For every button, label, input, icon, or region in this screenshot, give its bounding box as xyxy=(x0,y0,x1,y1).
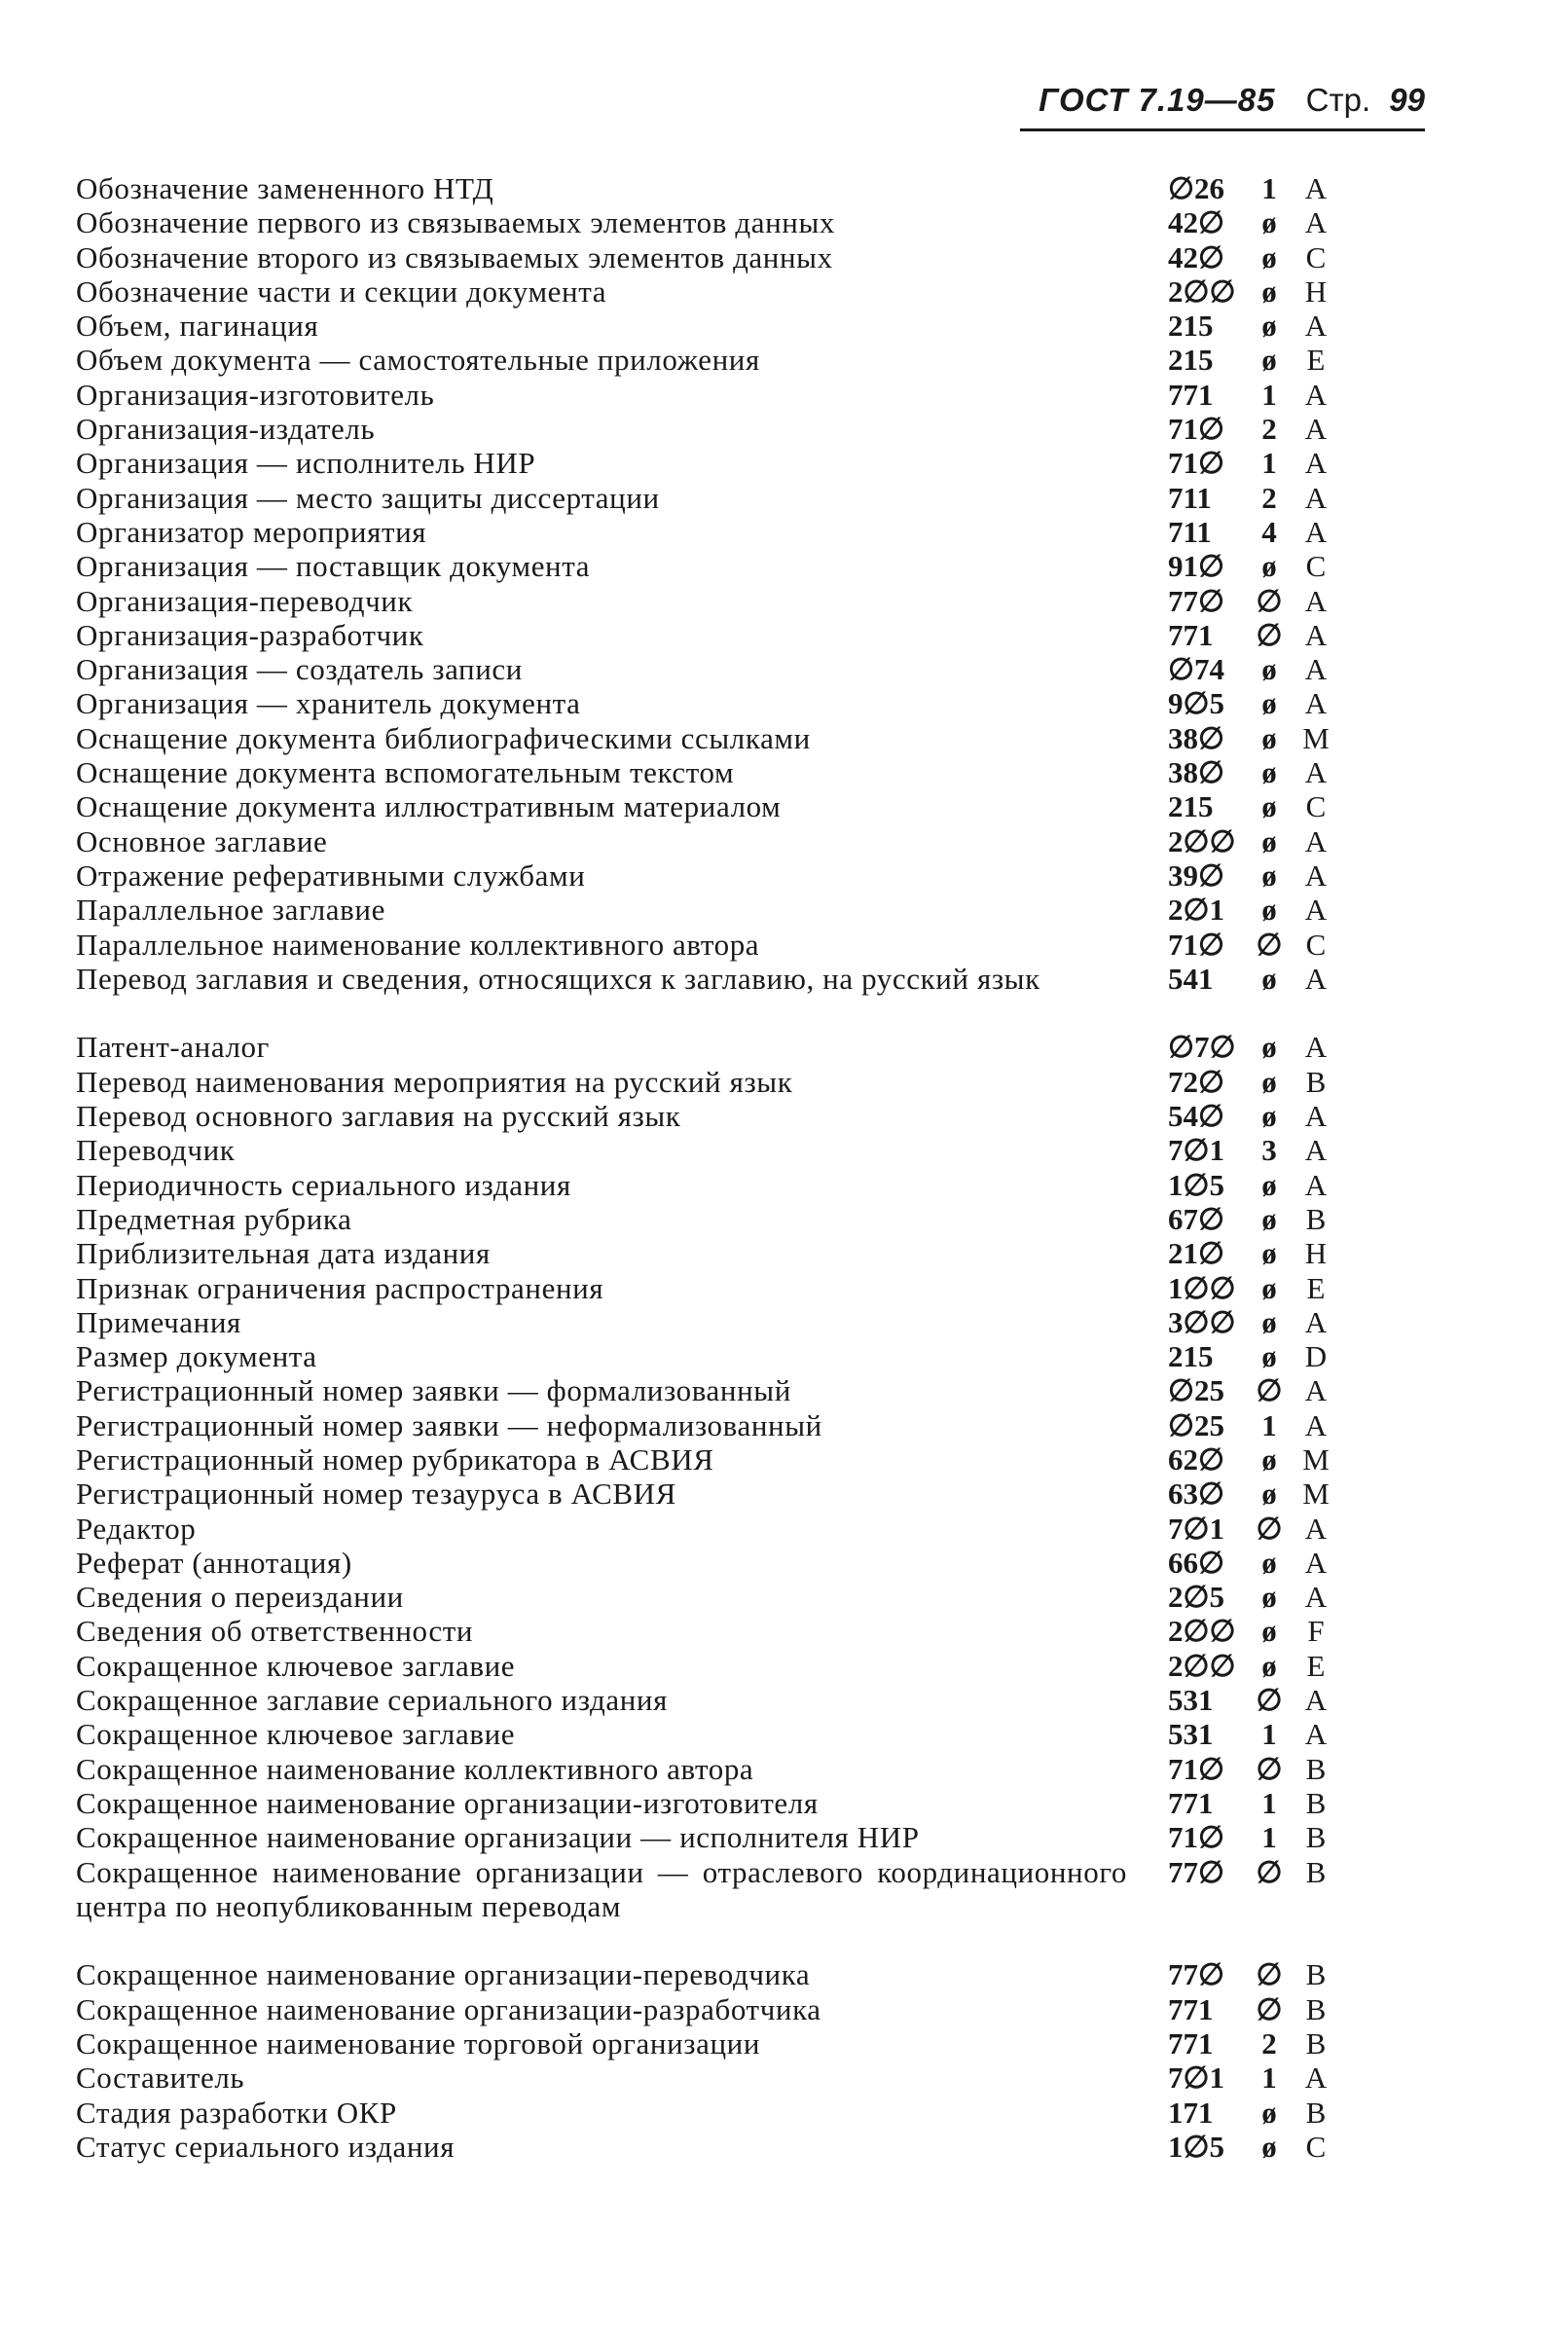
field-tag: 215 xyxy=(1168,1339,1214,1374)
entry-name: Примечания xyxy=(76,1304,241,1339)
index-row xyxy=(76,824,1341,858)
index-row xyxy=(76,1065,1341,1099)
class-letter: A xyxy=(1304,823,1328,858)
class-letter: C xyxy=(1305,549,1327,584)
subfield-indicator: ø xyxy=(1261,823,1277,858)
field-tag: 1∅5 xyxy=(1168,2129,1225,2164)
subfield-indicator: ø xyxy=(1261,1167,1277,1202)
subfield-indicator: ∅ xyxy=(1256,583,1283,618)
index-row xyxy=(76,1855,1341,1958)
class-letter: C xyxy=(1305,239,1327,274)
field-tag: 771 xyxy=(1168,377,1214,412)
subfield-indicator: ∅ xyxy=(1256,1511,1283,1546)
subfield-indicator: ∅ xyxy=(1256,1854,1283,1889)
entry-name: Сокращенное наименование организации-изготовителя xyxy=(76,1785,819,1820)
index-row xyxy=(76,1030,1341,1064)
index-row xyxy=(76,1683,1341,1717)
class-letter: A xyxy=(1304,1511,1328,1546)
class-letter: A xyxy=(1304,309,1328,344)
field-tag: 71∅ xyxy=(1168,1820,1225,1855)
class-letter: A xyxy=(1304,1167,1328,1202)
class-letter: A xyxy=(1304,1304,1328,1339)
class-letter: B xyxy=(1305,1785,1327,1820)
subfield-indicator: ø xyxy=(1261,1236,1277,1271)
class-letter: A xyxy=(1304,686,1328,721)
class-letter: A xyxy=(1304,412,1328,447)
index-row xyxy=(76,240,1341,274)
class-letter: A xyxy=(1304,1030,1328,1065)
field-tag: 77∅ xyxy=(1168,583,1225,618)
field-tag: 771 xyxy=(1168,1785,1214,1820)
standard-designation: ГОСТ 7.19—85 xyxy=(1039,82,1276,118)
subfield-indicator: ø xyxy=(1261,1030,1277,1065)
index-row xyxy=(76,515,1341,549)
subfield-indicator: ø xyxy=(1261,857,1277,893)
page-label: Стр. xyxy=(1305,82,1371,118)
index-row xyxy=(76,686,1341,720)
entry-name: Организация-разработчик xyxy=(76,617,424,652)
field-tag: 77∅ xyxy=(1168,1957,1225,1992)
index-row xyxy=(76,343,1341,377)
field-tag: 541 xyxy=(1168,961,1214,996)
entry-name: Сокращенное наименование организации — исполнителя НИР xyxy=(76,1820,920,1855)
field-tag: ∅25 xyxy=(1168,1373,1225,1408)
index-row xyxy=(76,1992,1341,2026)
subfield-indicator: ∅ xyxy=(1256,1991,1283,2026)
class-letter: A xyxy=(1304,377,1328,412)
subfield-indicator: ø xyxy=(1261,1648,1277,1683)
field-tag: 7∅1 xyxy=(1168,1133,1225,1168)
class-letter: B xyxy=(1305,1820,1327,1855)
field-tag: 39∅ xyxy=(1168,857,1225,893)
subfield-indicator: ø xyxy=(1261,755,1277,790)
entry-name: Оснащение документа библиографическими ссылками xyxy=(76,720,811,755)
field-tag: 531 xyxy=(1168,1717,1214,1752)
subfield-indicator: 2 xyxy=(1261,480,1277,515)
class-letter: H xyxy=(1304,1236,1328,1271)
field-tag: 771 xyxy=(1168,2026,1214,2061)
index-row xyxy=(76,858,1341,893)
class-letter: A xyxy=(1304,1099,1328,1134)
field-tag: 711 xyxy=(1168,514,1212,549)
index-row xyxy=(76,1339,1341,1373)
subfield-indicator: ø xyxy=(1261,893,1277,928)
field-tag: 72∅ xyxy=(1168,1064,1225,1099)
subfield-indicator: 3 xyxy=(1261,1133,1277,1168)
class-letter: A xyxy=(1304,755,1328,790)
index-row xyxy=(76,412,1341,446)
entry-name: Обозначение первого из связываемых элементов данных xyxy=(76,205,835,240)
subfield-indicator: ø xyxy=(1261,2129,1277,2164)
entry-name: Регистрационный номер рубрикатора в АСВИЯ xyxy=(76,1441,714,1477)
class-letter: E xyxy=(1306,1648,1326,1683)
field-tag: 71∅ xyxy=(1168,412,1225,447)
entry-name: Периодичность сериального издания xyxy=(76,1167,571,1202)
entry-name: Сокращенное наименование торговой организации xyxy=(76,2026,761,2061)
subfield-indicator: ø xyxy=(1261,686,1277,721)
field-tag: 77∅ xyxy=(1168,1854,1225,1889)
entry-name: Предметная рубрика xyxy=(76,1201,352,1236)
index-row xyxy=(76,1820,1341,1854)
class-letter: D xyxy=(1304,1339,1328,1374)
entry-name: Организация-издатель xyxy=(76,412,376,447)
index-row xyxy=(76,962,1341,1031)
field-tag: 54∅ xyxy=(1168,1099,1225,1134)
field-tag: ∅74 xyxy=(1168,652,1225,687)
entry-name: Оснащение документа вспомогательным текстом xyxy=(76,755,735,790)
subfield-indicator: ∅ xyxy=(1256,1957,1283,1992)
field-tag: 67∅ xyxy=(1168,1201,1225,1236)
index-row xyxy=(76,1957,1341,1991)
index-row xyxy=(76,1580,1341,1614)
field-tag: 66∅ xyxy=(1168,1545,1225,1580)
field-tag: 38∅ xyxy=(1168,755,1225,790)
class-letter: A xyxy=(1304,893,1328,928)
entry-name: Организатор мероприятия xyxy=(76,514,427,549)
field-tag: 711 xyxy=(1168,480,1212,515)
index-row xyxy=(76,481,1341,515)
index-row xyxy=(76,893,1341,927)
entry-name: Организация-изготовитель xyxy=(76,377,435,412)
class-letter: A xyxy=(1304,2060,1328,2096)
entry-name: Перевод заглавия и сведения, относящихся к заглавию, на русский язык xyxy=(76,961,1040,996)
subfield-indicator: 1 xyxy=(1261,1717,1277,1752)
entry-name: Параллельное наименование коллективного автора xyxy=(76,927,760,962)
subfield-indicator: ø xyxy=(1261,309,1277,344)
field-tag: 9∅5 xyxy=(1168,686,1225,721)
class-letter: A xyxy=(1304,480,1328,515)
entry-name: Признак ограничения распространения xyxy=(76,1270,604,1305)
class-letter: A xyxy=(1304,1580,1328,1615)
subfield-indicator: 1 xyxy=(1261,1820,1277,1855)
entry-name: Перевод основного заглавия на русский язык xyxy=(76,1099,681,1134)
subfield-indicator: ø xyxy=(1261,652,1277,687)
entry-name: Обозначение второго из связываемых элементов данных xyxy=(76,239,833,274)
field-tag: 91∅ xyxy=(1168,549,1225,584)
class-letter: F xyxy=(1307,1614,1325,1649)
entry-name: Переводчик xyxy=(76,1133,236,1168)
subfield-indicator: ø xyxy=(1261,2095,1277,2130)
entry-name: Сокращенное наименование организации-разработчика xyxy=(76,1991,821,2026)
field-tag: 71∅ xyxy=(1168,446,1225,481)
class-letter: A xyxy=(1304,514,1328,549)
subfield-indicator: ø xyxy=(1261,1270,1277,1305)
class-letter: H xyxy=(1304,274,1328,309)
index-row xyxy=(76,1271,1341,1305)
field-tag: 3∅∅ xyxy=(1168,1304,1236,1339)
entry-name: Патент-аналог xyxy=(76,1030,270,1065)
subfield-indicator: ø xyxy=(1261,1201,1277,1236)
field-tag: 71∅ xyxy=(1168,1751,1225,1786)
class-letter: B xyxy=(1305,1064,1327,1099)
subfield-indicator: ø xyxy=(1261,789,1277,824)
subfield-indicator: ø xyxy=(1261,1304,1277,1339)
class-letter: A xyxy=(1304,205,1328,240)
entry-name: Статус сериального издания xyxy=(76,2129,456,2164)
field-tag: 62∅ xyxy=(1168,1441,1225,1477)
subfield-indicator: 2 xyxy=(1261,412,1277,447)
class-letter: B xyxy=(1305,1201,1327,1236)
field-tag: 63∅ xyxy=(1168,1477,1225,1512)
subfield-indicator: ø xyxy=(1261,1580,1277,1615)
field-tag: 1∅∅ xyxy=(1168,1270,1236,1305)
index-row xyxy=(76,446,1341,480)
field-tag: 7∅1 xyxy=(1168,1511,1225,1546)
entry-name: Организация — хранитель документа xyxy=(76,686,581,721)
class-letter: A xyxy=(1304,617,1328,652)
subfield-indicator: ø xyxy=(1261,961,1277,996)
index-row xyxy=(76,1512,1341,1546)
data-element-index xyxy=(76,171,1341,2164)
index-row xyxy=(76,205,1341,239)
index-row xyxy=(76,378,1341,412)
field-tag: 771 xyxy=(1168,617,1214,652)
index-row xyxy=(76,1649,1341,1683)
index-row xyxy=(76,755,1341,789)
entry-name: Приблизительная дата издания xyxy=(76,1236,491,1271)
entry-name: Сведения о переиздании xyxy=(76,1580,404,1615)
field-tag: 215 xyxy=(1168,309,1214,344)
index-row xyxy=(76,1752,1341,1786)
field-tag: 215 xyxy=(1168,343,1214,378)
class-letter: A xyxy=(1304,171,1328,205)
field-tag: 171 xyxy=(1168,2095,1214,2130)
index-row xyxy=(76,1099,1341,1133)
index-row xyxy=(76,1373,1341,1407)
entry-name: Реферат (аннотация) xyxy=(76,1545,352,1580)
index-row xyxy=(76,1717,1341,1751)
entry-name: Перевод наименования мероприятия на русский язык xyxy=(76,1064,793,1099)
field-tag: 71∅ xyxy=(1168,927,1225,962)
index-row xyxy=(76,1168,1341,1202)
class-letter: A xyxy=(1304,583,1328,618)
field-tag: 215 xyxy=(1168,789,1214,824)
index-row xyxy=(76,584,1341,618)
class-letter: E xyxy=(1306,343,1326,378)
class-letter: M xyxy=(1302,1477,1330,1512)
subfield-indicator: 4 xyxy=(1261,514,1277,549)
index-row xyxy=(76,618,1341,652)
entry-name: Организация — создатель записи xyxy=(76,652,523,687)
entry-name: Составитель xyxy=(76,2060,245,2096)
entry-name: Регистрационный номер заявки — неформализованный xyxy=(76,1407,822,1442)
entry-name: Отражение реферативными службами xyxy=(76,857,586,893)
field-tag: 771 xyxy=(1168,1991,1214,2026)
class-letter: M xyxy=(1302,1441,1330,1477)
field-tag: 42∅ xyxy=(1168,239,1225,274)
subfield-indicator: ø xyxy=(1261,1099,1277,1134)
entry-name: Организация — поставщик документа xyxy=(76,549,591,584)
class-letter: B xyxy=(1305,1751,1327,1786)
subfield-indicator: 1 xyxy=(1261,446,1277,481)
class-letter: B xyxy=(1305,1957,1327,1992)
subfield-indicator: 1 xyxy=(1261,171,1277,205)
index-row xyxy=(76,2026,1341,2060)
field-tag: ∅26 xyxy=(1168,171,1225,205)
subfield-indicator: 1 xyxy=(1261,377,1277,412)
index-row xyxy=(76,652,1341,686)
field-tag: ∅7∅ xyxy=(1168,1030,1236,1065)
field-tag: 42∅ xyxy=(1168,205,1225,240)
index-row xyxy=(76,1614,1341,1648)
subfield-indicator: ∅ xyxy=(1256,927,1283,962)
subfield-indicator: 1 xyxy=(1261,2060,1277,2096)
subfield-indicator: ∅ xyxy=(1256,617,1283,652)
page-header xyxy=(1020,82,1425,131)
entry-name: Сокращенное ключевое заглавие xyxy=(76,1717,516,1752)
class-letter: A xyxy=(1304,652,1328,687)
entry-name: Обозначение части и секции документа xyxy=(76,274,607,309)
entry-name: Параллельное заглавие xyxy=(76,893,385,928)
entry-name: Редактор xyxy=(76,1511,197,1546)
subfield-indicator: ø xyxy=(1261,549,1277,584)
subfield-indicator: ø xyxy=(1261,274,1277,309)
class-letter: B xyxy=(1305,2095,1327,2130)
index-row xyxy=(76,1305,1341,1339)
entry-name: Организация — место защиты диссертации xyxy=(76,480,660,515)
index-row xyxy=(76,274,1341,309)
subfield-indicator: ∅ xyxy=(1256,1373,1283,1408)
class-letter: B xyxy=(1305,2026,1327,2061)
field-tag: 2∅∅ xyxy=(1168,1648,1236,1683)
index-row xyxy=(76,1133,1341,1167)
index-row xyxy=(76,789,1341,823)
entry-name: Объем, пагинация xyxy=(76,309,319,344)
class-letter: A xyxy=(1304,446,1328,481)
field-tag: 2∅∅ xyxy=(1168,274,1236,309)
subfield-indicator: 1 xyxy=(1261,1785,1277,1820)
subfield-indicator: ø xyxy=(1261,1614,1277,1649)
page-number: 99 xyxy=(1389,82,1425,118)
class-letter: A xyxy=(1304,1407,1328,1442)
index-row xyxy=(76,2060,1341,2095)
entry-name: Организация-переводчик xyxy=(76,583,414,618)
entry-name: Организация — исполнитель НИР xyxy=(76,446,536,481)
entry-name: Основное заглавие xyxy=(76,823,328,858)
class-letter: B xyxy=(1305,1991,1327,2026)
subfield-indicator: ø xyxy=(1261,720,1277,755)
class-letter: A xyxy=(1304,1717,1328,1752)
subfield-indicator: ø xyxy=(1261,1545,1277,1580)
field-tag: 2∅∅ xyxy=(1168,1614,1236,1649)
class-letter: A xyxy=(1304,1545,1328,1580)
entry-name: Сведения об ответственности xyxy=(76,1614,474,1649)
class-letter: A xyxy=(1304,1683,1328,1718)
subfield-indicator: 2 xyxy=(1261,2026,1277,2061)
index-row xyxy=(76,928,1341,962)
class-letter: A xyxy=(1304,857,1328,893)
field-tag: 2∅1 xyxy=(1168,893,1225,928)
entry-name: Оснащение документа иллюстративным материалом xyxy=(76,789,782,824)
subfield-indicator: 1 xyxy=(1261,1407,1277,1442)
subfield-indicator: ø xyxy=(1261,1339,1277,1374)
index-row xyxy=(76,1546,1341,1580)
class-letter: A xyxy=(1304,961,1328,996)
subfield-indicator: ∅ xyxy=(1256,1751,1283,1786)
class-letter: C xyxy=(1305,789,1327,824)
entry-name: Сокращенное ключевое заглавие xyxy=(76,1648,516,1683)
index-row xyxy=(76,1477,1341,1511)
index-row xyxy=(76,171,1341,205)
entry-name: Сокращенное заглавие сериального издания xyxy=(76,1683,668,1718)
entry-name: Сокращенное наименование организации — отраслевого координационного центра по неопубликованным переводам xyxy=(76,1854,1127,1923)
subfield-indicator: ø xyxy=(1261,205,1277,240)
field-tag: 21∅ xyxy=(1168,1236,1225,1271)
entry-name: Стадия разработки ОКР xyxy=(76,2095,397,2130)
entry-name: Объем документа — самостоятельные приложения xyxy=(76,343,760,378)
entry-name: Размер документа xyxy=(76,1339,317,1374)
index-row xyxy=(76,1236,1341,1270)
index-row xyxy=(76,309,1341,343)
entry-name: Регистрационный номер заявки — формализованный xyxy=(76,1373,791,1408)
index-row xyxy=(76,1408,1341,1442)
entry-name: Обозначение замененного НТД xyxy=(76,171,494,205)
index-row xyxy=(76,2096,1341,2130)
entry-name: Регистрационный номер тезауруса в АСВИЯ xyxy=(76,1477,676,1512)
index-row xyxy=(76,549,1341,583)
subfield-indicator: ø xyxy=(1261,1477,1277,1512)
index-row xyxy=(76,1442,1341,1477)
class-letter: B xyxy=(1305,1854,1327,1889)
subfield-indicator: ∅ xyxy=(1256,1683,1283,1718)
entry-name: Сокращенное наименование организации-переводчика xyxy=(76,1957,811,1992)
subfield-indicator: ø xyxy=(1261,1441,1277,1477)
class-letter: C xyxy=(1305,2129,1327,2164)
field-tag: 1∅5 xyxy=(1168,1167,1225,1202)
field-tag: 531 xyxy=(1168,1683,1214,1718)
field-tag: 2∅5 xyxy=(1168,1580,1225,1615)
class-letter: A xyxy=(1304,1133,1328,1168)
class-letter: E xyxy=(1306,1270,1326,1305)
class-letter: C xyxy=(1305,927,1327,962)
class-letter: M xyxy=(1302,720,1330,755)
field-tag: ∅25 xyxy=(1168,1407,1225,1442)
index-row xyxy=(76,2130,1341,2164)
index-row xyxy=(76,721,1341,755)
field-tag: 38∅ xyxy=(1168,720,1225,755)
class-letter: A xyxy=(1304,1373,1328,1408)
subfield-indicator: ø xyxy=(1261,1064,1277,1099)
index-row xyxy=(76,1786,1341,1820)
field-tag: 7∅1 xyxy=(1168,2060,1225,2096)
subfield-indicator: ø xyxy=(1261,239,1277,274)
entry-name: Сокращенное наименование коллективного автора xyxy=(76,1751,754,1786)
index-row xyxy=(76,1202,1341,1236)
field-tag: 2∅∅ xyxy=(1168,823,1236,858)
subfield-indicator: ø xyxy=(1261,343,1277,378)
